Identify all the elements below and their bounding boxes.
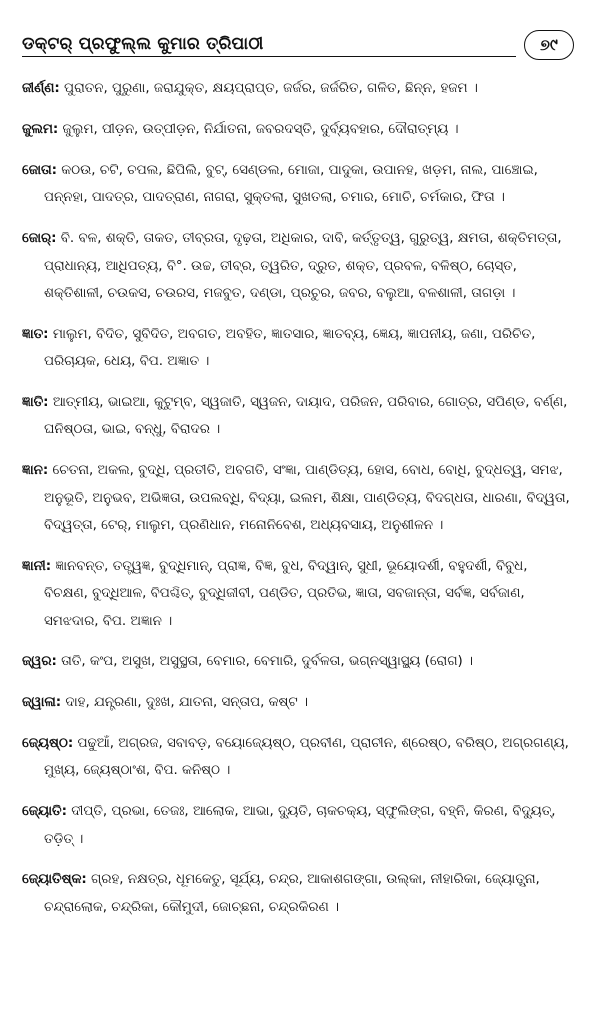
headword: ଜୀର୍ଣ୍ଣ: (22, 81, 60, 97)
entry-jyoti (22, 798, 574, 853)
header-rule (22, 56, 516, 57)
entry-gyati (22, 389, 574, 444)
entry-jirna (22, 75, 574, 102)
entry-jwara (22, 648, 574, 675)
entry-jota (22, 157, 574, 212)
headword: ଜ୍ୱାଳା: (22, 695, 62, 711)
entry-jyotishka (22, 866, 574, 921)
headword: ଜ୍ୱର: (22, 654, 57, 670)
synonyms: ତାତି, କଂପ, ଅସୁଖ, ଅସୁସ୍ଥତା, ବେମାର, ବେମାରି, ଦୁର୍ବଳତା, ଭଗ୍ନସ୍ୱାସ୍ଥ୍ୟ (ରୋଗ) । (61, 654, 473, 670)
page-header (22, 30, 574, 62)
synonyms: ଗ୍ରହ, ନକ୍ଷତ୍ର, ଧୂମକେତୁ, ସୂର୍ଯ୍ୟ, ଚନ୍ଦ୍ର, ଆକାଶଗଙ୍ଗା, ଉଲ୍କା, ନୀହାରିକା, ଜ୍ୟୋତ୍ସ୍ନା, ଚନ୍ଦ୍ରାଲୋକ, ଚନ୍ଦ୍ରିକା, କୌମୁଦୀ, ଜୋଚ୍ଛନା, ଚନ୍ଦ୍ରକିରଣ । (44, 872, 540, 915)
entry-julam (22, 116, 574, 143)
synonyms: ଚେତନା, ଅକଲ, ବୁଦ୍ଧି, ପ୍ରତୀତି, ଅବଗତି, ସଂଜ୍ଞା, ପାଣ୍ଡିତ୍ୟ, ହୋସ, ବୋଧ, ବୋଧି, ବୁଦ୍ଧତ୍ୱ, ସମଝ, ଅନୁଭୂତି, ଅନୁଭବ, ଅଭିଜ୍ଞତା, ଉପଲବ୍ଧି, ବିଦ୍ୟା, ଇଲମ, ଶିକ୍ଷା, ପାଣ୍ଡିତ୍ୟ, ବିଦଗ୍ଧତା, ଧାରଣା, ବିଦ୍ୱତା, ବିଦ୍ୱତ୍ତା, ଟେର୍, ମାଲୁମ, ପ୍ରଣିଧାନ, ମନୋନିବେଶ, ଅଧ୍ୟବସାୟ, ଅନୁଶୀଳନ । (44, 463, 570, 534)
entry-gyani (22, 553, 574, 635)
synonyms: ଜ୍ଞାନବନ୍ତ, ତତ୍ତ୍ୱଜ୍ଞ, ବୁଦ୍ଧିମାନ୍, ପ୍ରାଜ୍ଞ, ବିଜ୍ଞ, ବୁଧ, ବିଦ୍ୱାନ୍, ସୁଧୀ, ଭୂୟୋଦର୍ଶୀ, ବହୁଦର୍ଶୀ, ବିବୁଧ, ବିଚକ୍ଷଣ, ବୁଦ୍ଧିଆଳ, ବିପଶ୍ଚିତ୍, ବୁଦ୍ଧିଜୀବୀ, ପଣ୍ଡିତ, ପ୍ରତିଭ, ଜ୍ଞାତା, ସବଜାନ୍ତା, ସର୍ବଜ୍ଞ, ସର୍ବଜାଣ, ସମଝଦାର, ବିପ. ଅଜ୍ଞାନ । (44, 558, 528, 629)
headword: ଜ୍ୟୋତିଷ୍କ: (22, 872, 87, 888)
synonyms: ଜୁଲୁମ, ପୀଡ଼ନ, ଉତ୍ପୀଡ଼ନ, ନିର୍ଯାତନା, ଜବରଦସ୍ତି, ଦୁର୍ବ୍ୟବହାର, ଦୌରାତ୍ମ୍ୟ । (62, 122, 459, 138)
headword: ଜ୍ୟେଷ୍ଠ: (22, 736, 74, 752)
header-author-name: ଡକ୍ଟର୍ ପ୍ରଫୁଲ୍ଲ କୁମାର ତ୍ରିପାଠୀ (22, 34, 264, 54)
synonyms: ପଢୁଆଁ, ଅଗ୍ରଜ, ସବାବଡ଼, ବୟୋଜ୍ୟେଷ୍ଠ, ପ୍ରବୀଣ, ପ୍ରାଚୀନ, ଶ୍ରେଷ୍ଠ, ବରିଷ୍ଠ, ଅଗ୍ରଗଣ୍ୟ, ମୁଖ୍ୟ, ଜ୍ୟେଷ୍ଠାଂଶ, ବିପ. କନିଷ୍ଠ । (44, 736, 569, 779)
headword: ଜ୍ଞାନ: (22, 463, 49, 479)
headword: ଜୋତା: (22, 162, 58, 178)
entry-gyana (22, 457, 574, 539)
synonyms: ଦାହ, ଯନ୍ତ୍ରଣା, ଦୁଃଖ, ଯାତନା, ସନ୍ତାପ, କଷ୍ଟ । (65, 695, 308, 711)
headword: ଜୋର୍: (22, 231, 57, 247)
entry-gyata (22, 321, 574, 376)
synonyms: କଠଉ, ଚଟି, ଚପଲ, ଛିପିଲି, ବୁଟ୍, ସେଣ୍ଡଲ, ମୋଜା, ପାଦୁକା, ଉପାନହ, ଖଡ଼ମ, ନାଲ, ପାଞ୍ଚୋଇ, ପନ୍ନହା, ପାଦତ୍ର, ପାଦତ୍ରାଣ, ନାଗରା, ସୁକ୍ତଲା, ସୁଖତଲା, ଚମାର, ମୋଚି, ଚର୍ମକାର, ଫିତା । (44, 162, 538, 206)
headword: ଜ୍ୟୋତି: (22, 804, 67, 820)
headword: ଜ୍ଞାତି: (22, 395, 49, 410)
synonyms: ଦୀପ୍ତି, ପ୍ରଭା, ତେଜଃ, ଆଲୋକ, ଆଭା, ଦ୍ୟୁତି, ଚାକଚକ୍ୟ, ସ୍ଫୁଲିଙ୍ଗ, ବହ୍ନି, କିରଣ, ବିଦ୍ୟୁତ୍, ତଡ଼ିତ୍ । (44, 804, 556, 847)
synonyms: ଆତ୍ମୀୟ, ଭାଇଆ, କୁଟୁମ୍ବ, ସ୍ୱଜାତି, ସ୍ୱଜନ, ଦାୟାଦ, ପରିଜନ, ପରିବାର, ଗୋତ୍ର, ସପିଣ୍ଡ, ବର୍ଣ୍ଣ, ଘନିଷ୍ଠତା, ଭାଇ, ବନ୍ଧୁ, ବିରାଦର । (44, 395, 568, 438)
entry-jor (22, 225, 574, 307)
headword: ଜ୍ଞାନୀ: (22, 558, 52, 574)
synonyms: ବି. ବଳ, ଶକ୍ତି, ତାକତ, ତୀବ୍ରତା, ଦୃଢ଼ତା, ଅଧିକାର, ଦାବି, କର୍ତ୍ତୃତ୍ୱ, ଗୁରୁତ୍ୱ, କ୍ଷମତା, ଶକ୍ତିମତ୍ତା, ପ୍ରାଧାନ୍ୟ, ଆଧିପତ୍ୟ, ବି°. ଉଚ୍ଚ, ତୀବ୍ର, ତ୍ୱରିତ, ଦ୍ରୁତ, ଶକ୍ତ, ପ୍ରବଳ, ବଳିଷ୍ଠ, ଚୋସ୍ତ, ଶକ୍ତିଶାଳୀ, ଚଉକସ, ଚଉରସ, ମଜବୁତ, ଦଣ୍ଡା, ପ୍ରଚୁର, ଜବର, ବଲୁଆ, ବଳଶାଳୀ, ତାଗଡ଼ା । (44, 231, 562, 301)
synonyms: ପୁରାତନ, ପୁରୁଣା, ଜରାଯୁକ୍ତ, କ୍ଷୟପ୍ରାପ୍ତ, ଜର୍ଜର, ଜର୍ଜରିତ, ଗଳିତ, ଛିନ୍ନ, ହଜମ । (64, 81, 478, 97)
dictionary-entries (22, 75, 574, 921)
synonyms: ମାଲୁମ, ବିଦିତ, ସୁବିଦିତ, ଅବଗତ, ଅବହିତ, ଜ୍ଞାତସାର, ଜ୍ଞାତବ୍ୟ, ଜ୍ଞେୟ, ଜ୍ଞାପନୀୟ, ଜଣା, ପରିଚିତ, ପରିଚାୟକ, ଧେୟ, ବିପ. ଅଜ୍ଞାତ । (44, 326, 536, 370)
headword: ଜୁଲମ: (22, 122, 59, 138)
headword: ଜ୍ଞାତ: (22, 326, 49, 342)
page-number-badge: ୭୯ (524, 30, 574, 60)
entry-jyestha (22, 730, 574, 785)
entry-jwala (22, 689, 574, 716)
